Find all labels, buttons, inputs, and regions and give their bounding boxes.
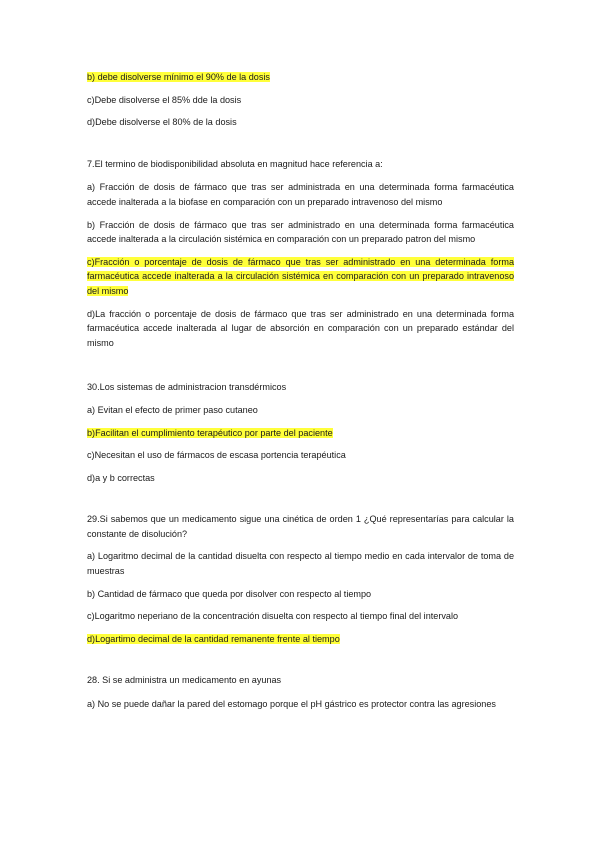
q7-question: 7.El termino de biodisponibilidad absoluta en magnitud hace referencia a:: [87, 158, 383, 169]
q30-option-a: a) Evitan el efecto de primer paso cutaneo: [87, 404, 258, 415]
q28-question: 28. Si se administra un medicamento en ayunas: [87, 675, 282, 686]
q29-question: 29.Si sabemos que un medicamento sigue una cinética de orden 1 ¿Qué representarías para calcular la constante de disolución?: [87, 514, 514, 539]
q7-option-c-correct: c)Fracción o porcentaje de dosis de fármaco que tras ser administrado en una determinada forma farmacéutica accede inalterada a la circulación sistémica en comparación con un preparado intravenoso del mismo: [87, 256, 514, 296]
q7-option-b: b) Fracción de dosis de fármaco que tras ser administrado en una determinada forma farmacéutica accede inalterada a la circulación sistémica en comparación con un preparado patron del mismo: [87, 219, 514, 245]
q7-option-a: a) Fracción de dosis de fármaco que tras ser administrada en una determinada forma farmacéutica accede inalterada a la biofase en comparación con un preparado intravenoso del mismo: [87, 182, 514, 207]
q29-option-c: c)Logaritmo neperiano de la concentración disuelta con respecto al tiempo final del intervalo: [87, 611, 459, 622]
q29-option-a: a) Logaritmo decimal de la cantidad disuelta con respecto al tiempo medio en cada intervalor de toma de muestras: [87, 551, 514, 577]
q30-question: 30.Los sistemas de administracion transdérmicos: [87, 382, 287, 393]
q30-option-d: d)a y b correctas: [87, 472, 155, 483]
q28-option-a: a) No se puede dañar la pared del estomago porque el pH gástrico es protector contra las agresiones: [87, 699, 496, 710]
q30-option-c: c)Necesitan el uso de fármacos de escasa portencia terapéutica: [87, 450, 346, 461]
q-prev-option-c: c)Debe disolverse el 85% dde la dosis: [87, 94, 242, 105]
q29-option-b: b) Cantidad de fármaco que queda por disolver con respecto al tiempo: [87, 588, 372, 599]
q7-option-d: d)La fracción o porcentaje de dosis de fármaco que tras ser administrado en una determinada forma farmacéutica accede inalterada al lugar de absorción en comparación con un preparado estándar del mismo: [87, 308, 514, 348]
q30-option-b-correct: b)Facilitan el cumplimiento terapéutico por parte del paciente: [87, 427, 333, 438]
q29-option-d-correct: d)Logartimo decimal de la cantidad remanente frente al tiempo: [87, 633, 340, 644]
q-prev-option-b-correct: b) debe disolverse mínimo el 90% de la dosis: [87, 72, 270, 82]
q-prev-option-d: d)Debe disolverse el 80% de la dosis: [87, 117, 237, 128]
